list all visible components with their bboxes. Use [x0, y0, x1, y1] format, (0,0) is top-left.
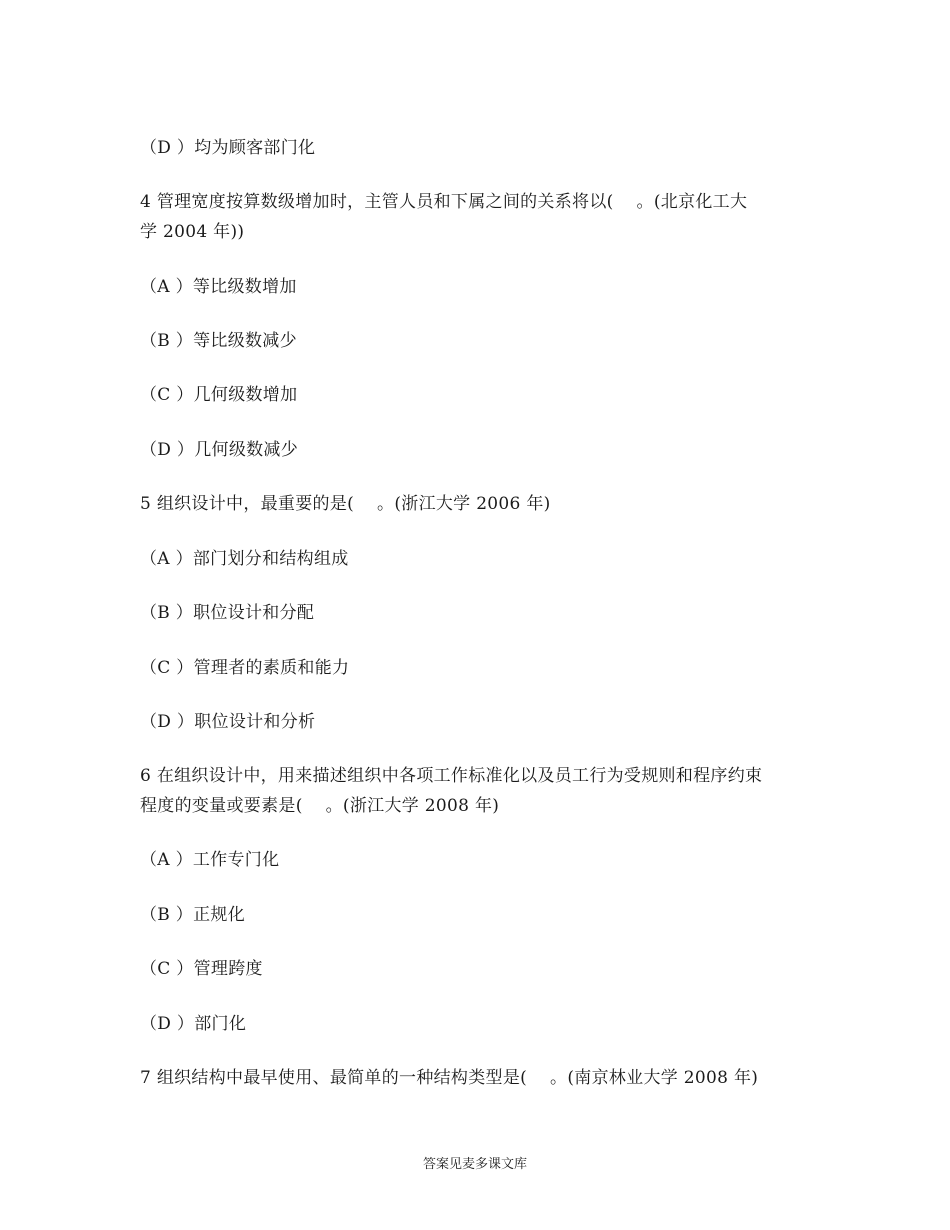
- option-d-q3: （D ）均为顾客部门化: [140, 138, 316, 158]
- page-footer: 答案见麦多课文库: [422, 1157, 527, 1172]
- option-c-q6: （C ）管理跨度: [140, 959, 263, 979]
- option-a-q4: （A ）等比级数增加: [140, 277, 297, 297]
- question-6-line-1: 6 在组织设计中，用来描述组织中各项工作标准化以及员工行为受规则和程序约束: [140, 766, 763, 786]
- option-d-q4: （D ）几何级数减少: [140, 440, 299, 460]
- question-5: 5 组织设计中，最重要的是( 。(浙江大学 2006 年): [140, 494, 551, 514]
- option-a-q6: （A ）工作专门化: [140, 850, 280, 870]
- option-b-q5: （B ）职位设计和分配: [140, 603, 315, 623]
- option-b-q6: （B ）正规化: [140, 905, 245, 925]
- option-b-q4: （B ）等比级数减少: [140, 331, 297, 351]
- question-7: 7 组织结构中最早使用、最简单的一种结构类型是( 。(南京林业大学 2008 年): [140, 1068, 759, 1088]
- question-4-line-2: 学 2004 年)): [140, 222, 245, 242]
- option-d-q5: （D ）职位设计和分析: [140, 712, 316, 732]
- option-a-q5: （A ）部门划分和结构组成: [140, 549, 349, 569]
- option-c-q4: （C ）几何级数增加: [140, 385, 298, 405]
- option-c-q5: （C ）管理者的素质和能力: [140, 658, 350, 678]
- option-d-q6: （D ）部门化: [140, 1014, 247, 1034]
- question-4-line-1: 4 管理宽度按算数级增加时，主管人员和下属之间的关系将以( 。(北京化工大: [140, 192, 748, 212]
- question-6-line-2: 程度的变量或要素是( 。(浙江大学 2008 年): [140, 796, 500, 816]
